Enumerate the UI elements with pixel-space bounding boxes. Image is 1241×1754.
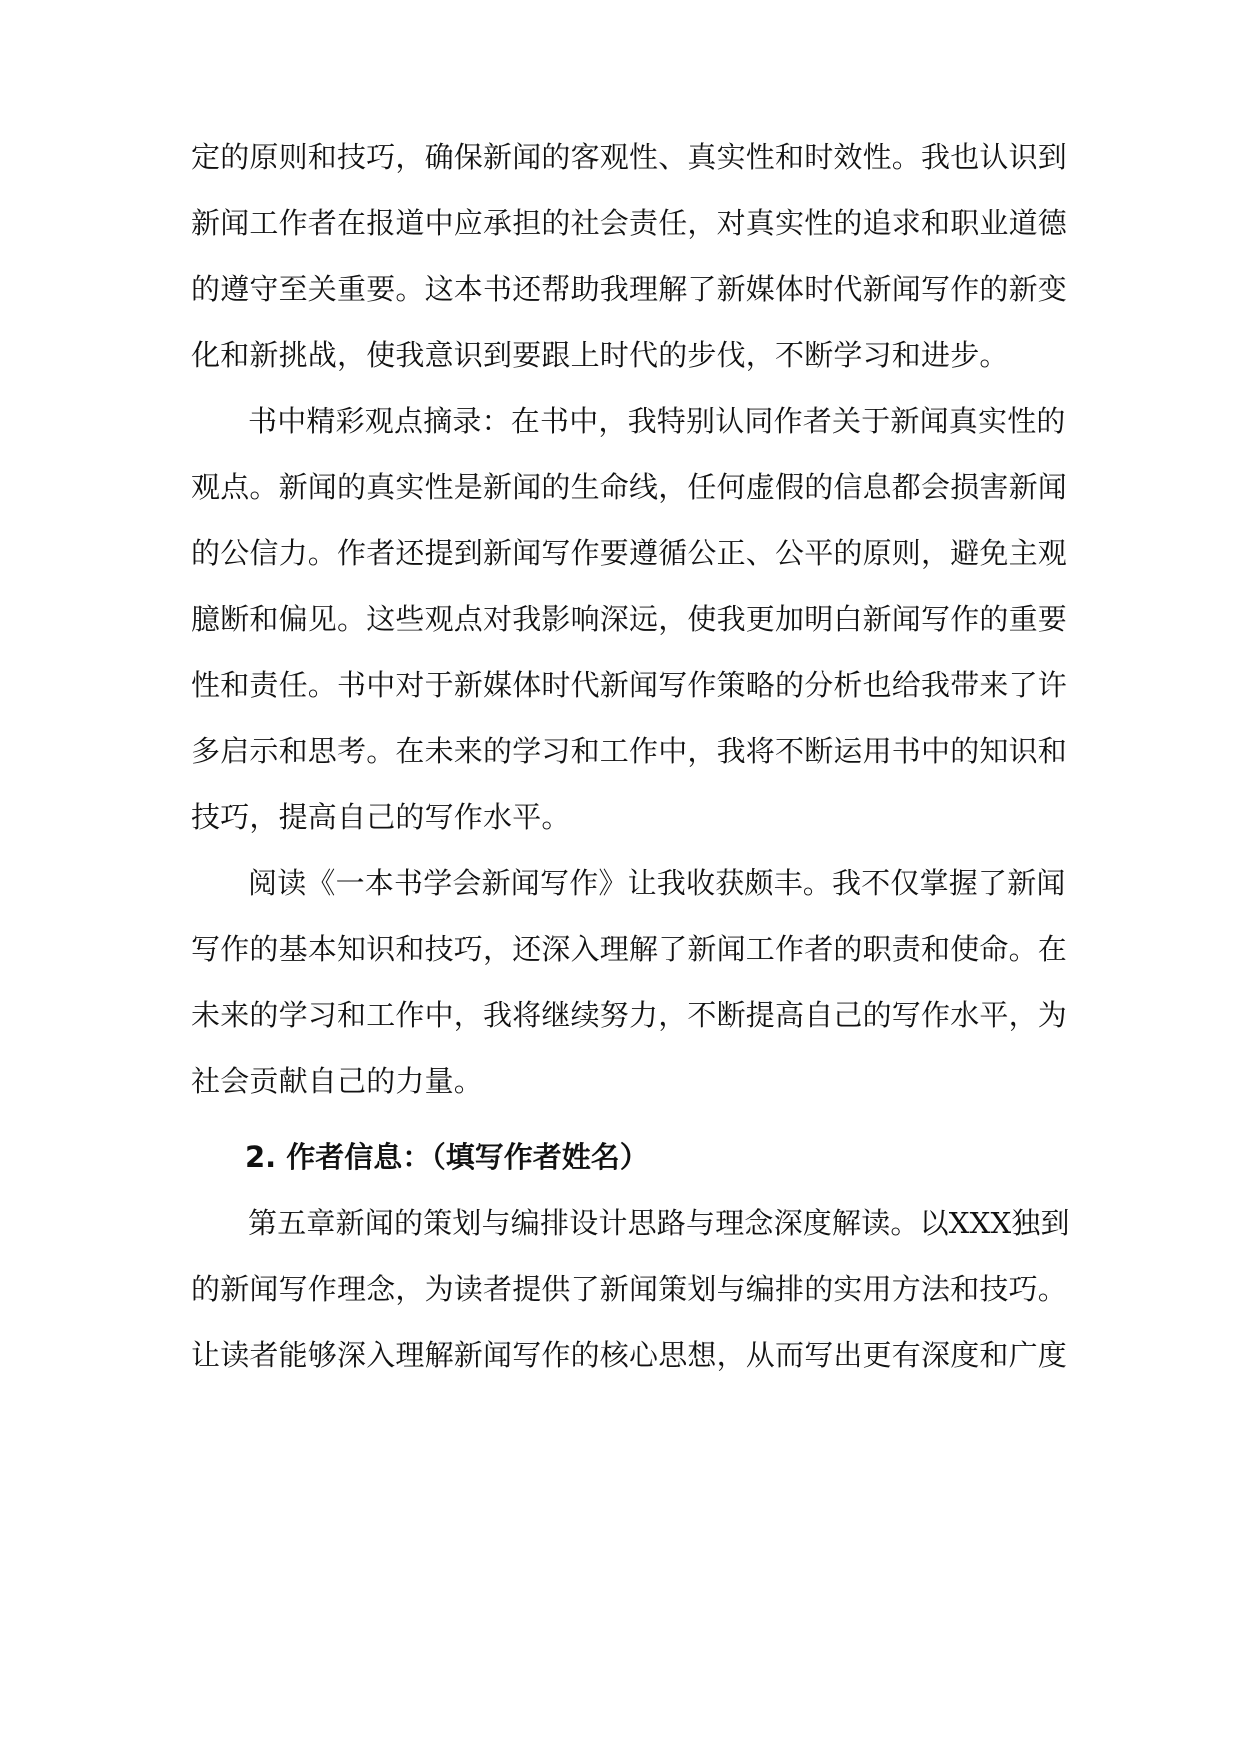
- text-line: 书中精彩观点摘录：在书中，我特别认同作者关于新闻真实性的: [248, 404, 1066, 438]
- text-line: 的新闻写作理念，为读者提供了新闻策划与编排的实用方法和技巧。: [191, 1272, 1068, 1306]
- text-line: 第五章新闻的策划与编排设计思路与理念深度解读。以XXX独到: [248, 1206, 1070, 1240]
- text-line: 写作的基本知识和技巧，还深入理解了新闻工作者的职责和使命。在: [191, 932, 1068, 966]
- text-line: 未来的学习和工作中，我将继续努力，不断提高自己的写作水平，为: [191, 998, 1068, 1032]
- text-line: 新闻工作者在报道中应承担的社会责任，对真实性的追求和职业道德: [191, 206, 1068, 240]
- text-line: 阅读《一本书学会新闻写作》让我收获颇丰。我不仅掌握了新闻: [248, 866, 1066, 900]
- text-line: 定的原则和技巧，确保新闻的客观性、真实性和时效性。我也认识到: [191, 140, 1068, 174]
- text-line: 多启示和思考。在未来的学习和工作中，我将不断运用书中的知识和: [191, 734, 1068, 768]
- text-line: 的公信力。作者还提到新闻写作要遵循公正、公平的原则，避免主观: [191, 536, 1068, 570]
- text-line: 观点。新闻的真实性是新闻的生命线，任何虚假的信息都会损害新闻: [191, 470, 1068, 504]
- text-line: 化和新挑战，使我意识到要跟上时代的步伐，不断学习和进步。: [191, 338, 1009, 372]
- text-line: 让读者能够深入理解新闻写作的核心思想，从而写出更有深度和广度: [191, 1338, 1068, 1372]
- text-line: 臆断和偏见。这些观点对我影响深远，使我更加明白新闻写作的重要: [191, 602, 1068, 636]
- text-line: 的遵守至关重要。这本书还帮助我理解了新媒体时代新闻写作的新变: [191, 272, 1068, 306]
- text-line: 社会贡献自己的力量。: [191, 1064, 484, 1098]
- text-line: 性和责任。书中对于新媒体时代新闻写作策略的分析也给我带来了许: [191, 668, 1068, 702]
- section-heading: 2. 作者信息：（填写作者姓名）: [245, 1140, 649, 1174]
- text-line: 技巧，提高自己的写作水平。: [191, 800, 571, 834]
